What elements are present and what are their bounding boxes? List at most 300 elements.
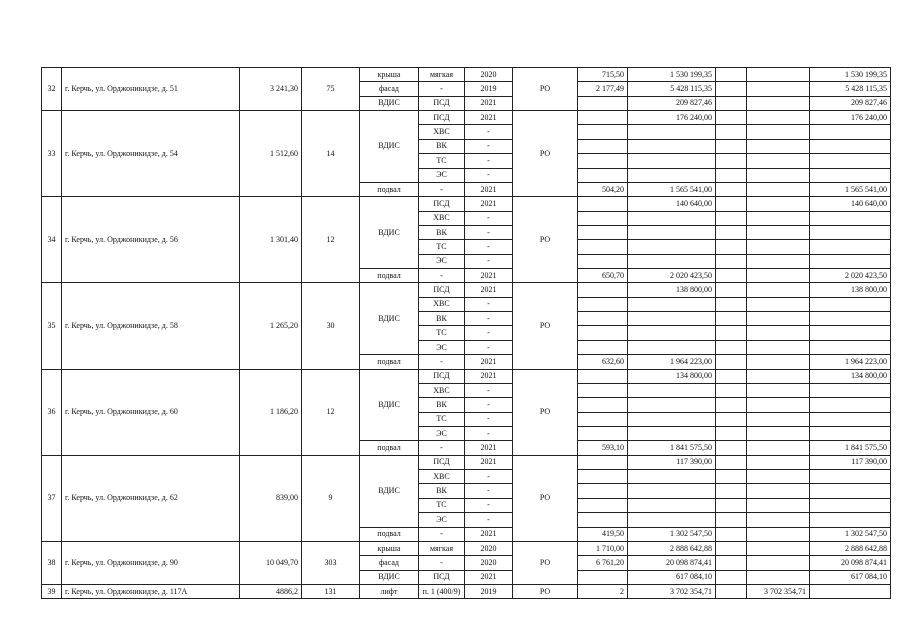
year-cell: - <box>465 470 513 484</box>
empty-cell <box>716 584 747 598</box>
cost-other-cell <box>747 225 810 239</box>
cost-total-cell <box>628 498 716 512</box>
address-cell: г. Керчь, ул. Орджоникидзе, д. 54 <box>62 111 240 197</box>
table-row <box>42 541 891 555</box>
cost-total-cell <box>628 154 716 168</box>
work-subtype-cell: - <box>419 182 465 196</box>
cost-other-cell <box>747 182 810 196</box>
empty-cell <box>716 355 747 369</box>
empty-cell <box>716 125 747 139</box>
table-row <box>42 68 891 82</box>
volume-cell <box>578 398 628 412</box>
cost-total-cell <box>628 340 716 354</box>
cost-fund-cell: 209 827,46 <box>810 96 891 110</box>
work-subtype-cell: ВК <box>419 484 465 498</box>
year-cell: 2021 <box>465 96 513 110</box>
volume-cell <box>578 498 628 512</box>
cost-total-cell: 20 098 874,41 <box>628 556 716 570</box>
empty-cell <box>716 197 747 211</box>
empty-cell <box>716 412 747 426</box>
table-row <box>42 369 891 383</box>
empty-cell <box>716 182 747 196</box>
address-cell: г. Керчь, ул. Орджоникидзе, д. 117А <box>62 584 240 598</box>
work-subtype-cell: мягкая <box>419 541 465 555</box>
empty-cell <box>716 240 747 254</box>
cost-other-cell <box>747 383 810 397</box>
year-cell: - <box>465 326 513 340</box>
table-row <box>42 584 891 598</box>
volume-cell <box>578 154 628 168</box>
volume-cell: 6 761,20 <box>578 556 628 570</box>
cost-fund-cell: 117 390,00 <box>810 455 891 469</box>
work-type-cell: ВДИС <box>360 455 419 527</box>
cost-fund-cell: 617 084,10 <box>810 570 891 584</box>
empty-cell <box>716 96 747 110</box>
work-subtype-cell: п. 1 (400/9) <box>419 584 465 598</box>
cost-total-cell <box>628 297 716 311</box>
volume-cell <box>578 254 628 268</box>
work-subtype-cell: - <box>419 82 465 96</box>
work-subtype-cell: ЭС <box>419 513 465 527</box>
empty-cell <box>716 340 747 354</box>
fund-cell: РО <box>513 369 578 455</box>
empty-cell <box>716 498 747 512</box>
cost-total-cell: 1 964 223,00 <box>628 355 716 369</box>
cost-total-cell: 1 565 541,00 <box>628 182 716 196</box>
cost-other-cell <box>747 312 810 326</box>
volume-cell <box>578 297 628 311</box>
volume-cell: 1 710,00 <box>578 541 628 555</box>
cost-other-cell <box>747 283 810 297</box>
cost-fund-cell: 2 020 423,50 <box>810 269 891 283</box>
cost-total-cell <box>628 312 716 326</box>
area-cell: 1 265,20 <box>240 283 302 369</box>
year-cell: 2019 <box>465 82 513 96</box>
empty-cell <box>716 383 747 397</box>
year-cell: - <box>465 125 513 139</box>
cost-total-cell <box>628 513 716 527</box>
cost-other-cell <box>747 527 810 541</box>
volume-cell <box>578 240 628 254</box>
cost-other-cell <box>747 556 810 570</box>
work-type-cell: ВДИС <box>360 197 419 269</box>
work-type-cell: подвал <box>360 269 419 283</box>
fund-cell: РО <box>513 283 578 369</box>
volume-cell: 650,70 <box>578 269 628 283</box>
empty-cell <box>716 111 747 125</box>
work-subtype-cell: ПСД <box>419 570 465 584</box>
year-cell: 2019 <box>465 584 513 598</box>
work-subtype-cell: ХВС <box>419 211 465 225</box>
area-cell: 4886,2 <box>240 584 302 598</box>
cost-other-cell <box>747 484 810 498</box>
cost-other-cell <box>747 470 810 484</box>
cost-total-cell: 617 084,10 <box>628 570 716 584</box>
work-type-cell: лифт <box>360 584 419 598</box>
work-subtype-cell: ЭС <box>419 340 465 354</box>
residents-cell: 303 <box>302 541 360 584</box>
cost-other-cell <box>747 513 810 527</box>
row-number: 33 <box>42 111 62 197</box>
cost-fund-cell <box>810 326 891 340</box>
work-subtype-cell: ЭС <box>419 168 465 182</box>
cost-total-cell <box>628 240 716 254</box>
fund-cell: РО <box>513 68 578 111</box>
work-subtype-cell: ТС <box>419 412 465 426</box>
year-cell: - <box>465 383 513 397</box>
empty-cell <box>716 312 747 326</box>
empty-cell <box>716 168 747 182</box>
residents-cell: 12 <box>302 369 360 455</box>
empty-cell <box>716 254 747 268</box>
year-cell: - <box>465 412 513 426</box>
work-subtype-cell: ХВС <box>419 297 465 311</box>
cost-total-cell: 1 841 575,50 <box>628 441 716 455</box>
volume-cell: 504,20 <box>578 182 628 196</box>
cost-other-cell <box>747 269 810 283</box>
empty-cell <box>716 326 747 340</box>
capital-repair-table <box>41 67 891 599</box>
cost-fund-cell <box>810 513 891 527</box>
cost-total-cell: 2 888 642,88 <box>628 541 716 555</box>
cost-total-cell: 140 640,00 <box>628 197 716 211</box>
volume-cell <box>578 383 628 397</box>
year-cell: 2021 <box>465 269 513 283</box>
cost-total-cell <box>628 470 716 484</box>
work-subtype-cell: ЭС <box>419 426 465 440</box>
cost-other-cell <box>747 570 810 584</box>
work-type-cell: ВДИС <box>360 96 419 110</box>
cost-other-cell <box>747 254 810 268</box>
cost-total-cell: 3 702 354,71 <box>628 584 716 598</box>
cost-fund-cell <box>810 125 891 139</box>
address-cell: г. Керчь, ул. Орджоникидзе, д. 56 <box>62 197 240 283</box>
work-type-cell: подвал <box>360 527 419 541</box>
row-number: 35 <box>42 283 62 369</box>
volume-cell <box>578 412 628 426</box>
cost-total-cell: 209 827,46 <box>628 96 716 110</box>
cost-other-cell: 3 702 354,71 <box>747 584 810 598</box>
cost-total-cell <box>628 484 716 498</box>
cost-fund-cell: 138 800,00 <box>810 283 891 297</box>
work-subtype-cell: ЭС <box>419 254 465 268</box>
empty-cell <box>716 455 747 469</box>
cost-other-cell <box>747 369 810 383</box>
cost-fund-cell <box>810 426 891 440</box>
row-number: 38 <box>42 541 62 584</box>
cost-fund-cell: 1 302 547,50 <box>810 527 891 541</box>
address-cell: г. Керчь, ул. Орджоникидзе, д. 90 <box>62 541 240 584</box>
cost-fund-cell: 5 428 115,35 <box>810 82 891 96</box>
year-cell: - <box>465 312 513 326</box>
volume-cell <box>578 197 628 211</box>
work-subtype-cell: ВК <box>419 398 465 412</box>
year-cell: 2020 <box>465 68 513 82</box>
cost-fund-cell <box>810 211 891 225</box>
cost-total-cell <box>628 326 716 340</box>
residents-cell: 12 <box>302 197 360 283</box>
work-subtype-cell: ТС <box>419 154 465 168</box>
work-subtype-cell: ТС <box>419 326 465 340</box>
work-subtype-cell: ПСД <box>419 96 465 110</box>
cost-fund-cell: 1 530 199,35 <box>810 68 891 82</box>
cost-total-cell <box>628 426 716 440</box>
work-subtype-cell: - <box>419 441 465 455</box>
volume-cell: 715,50 <box>578 68 628 82</box>
work-subtype-cell: ВК <box>419 225 465 239</box>
cost-other-cell <box>747 340 810 354</box>
cost-total-cell <box>628 398 716 412</box>
volume-cell <box>578 484 628 498</box>
year-cell: - <box>465 240 513 254</box>
empty-cell <box>716 225 747 239</box>
year-cell: - <box>465 168 513 182</box>
fund-cell: РО <box>513 541 578 584</box>
cost-fund-cell: 1 964 223,00 <box>810 355 891 369</box>
cost-other-cell <box>747 455 810 469</box>
volume-cell <box>578 326 628 340</box>
area-cell: 1 186,20 <box>240 369 302 455</box>
work-type-cell: подвал <box>360 441 419 455</box>
work-type-cell: ВДИС <box>360 283 419 355</box>
row-number: 32 <box>42 68 62 111</box>
cost-other-cell <box>747 68 810 82</box>
cost-other-cell <box>747 168 810 182</box>
work-subtype-cell: ПСД <box>419 455 465 469</box>
work-subtype-cell: - <box>419 269 465 283</box>
cost-other-cell <box>747 498 810 512</box>
work-subtype-cell: ПСД <box>419 197 465 211</box>
row-number: 37 <box>42 455 62 541</box>
volume-cell <box>578 168 628 182</box>
year-cell: - <box>465 513 513 527</box>
cost-fund-cell: 140 640,00 <box>810 197 891 211</box>
year-cell: 2021 <box>465 441 513 455</box>
volume-cell <box>578 96 628 110</box>
cost-fund-cell <box>810 168 891 182</box>
work-type-cell: подвал <box>360 182 419 196</box>
cost-total-cell: 117 390,00 <box>628 455 716 469</box>
work-type-cell: ВДИС <box>360 369 419 441</box>
fund-cell: РО <box>513 111 578 197</box>
empty-cell <box>716 139 747 153</box>
residents-cell: 75 <box>302 68 360 111</box>
cost-fund-cell: 1 841 575,50 <box>810 441 891 455</box>
cost-other-cell <box>747 197 810 211</box>
work-subtype-cell: ТС <box>419 498 465 512</box>
cost-fund-cell <box>810 312 891 326</box>
cost-fund-cell <box>810 383 891 397</box>
cost-other-cell <box>747 412 810 426</box>
empty-cell <box>716 211 747 225</box>
table-row <box>42 197 891 211</box>
work-subtype-cell: - <box>419 556 465 570</box>
volume-cell <box>578 111 628 125</box>
cost-other-cell <box>747 326 810 340</box>
year-cell: - <box>465 154 513 168</box>
work-subtype-cell: ПСД <box>419 369 465 383</box>
year-cell: - <box>465 297 513 311</box>
empty-cell <box>716 513 747 527</box>
work-subtype-cell: ВК <box>419 312 465 326</box>
cost-fund-cell <box>810 154 891 168</box>
cost-total-cell: 138 800,00 <box>628 283 716 297</box>
residents-cell: 30 <box>302 283 360 369</box>
empty-cell <box>716 527 747 541</box>
cost-fund-cell <box>810 254 891 268</box>
cost-other-cell <box>747 426 810 440</box>
cost-other-cell <box>747 441 810 455</box>
cost-total-cell <box>628 211 716 225</box>
volume-cell: 593,10 <box>578 441 628 455</box>
work-type-cell: крыша <box>360 541 419 555</box>
work-subtype-cell: - <box>419 355 465 369</box>
empty-cell <box>716 82 747 96</box>
cost-fund-cell: 2 888 642,88 <box>810 541 891 555</box>
cost-total-cell <box>628 383 716 397</box>
empty-cell <box>716 556 747 570</box>
cost-total-cell: 5 428 115,35 <box>628 82 716 96</box>
year-cell: 2021 <box>465 283 513 297</box>
cost-other-cell <box>747 96 810 110</box>
empty-cell <box>716 283 747 297</box>
fund-cell: РО <box>513 197 578 283</box>
empty-cell <box>716 484 747 498</box>
cost-fund-cell <box>810 484 891 498</box>
cost-total-cell: 1 530 199,35 <box>628 68 716 82</box>
volume-cell <box>578 125 628 139</box>
row-number: 39 <box>42 584 62 598</box>
year-cell: 2021 <box>465 455 513 469</box>
year-cell: - <box>465 340 513 354</box>
year-cell: - <box>465 139 513 153</box>
cost-fund-cell: 134 800,00 <box>810 369 891 383</box>
address-cell: г. Керчь, ул. Орджоникидзе, д. 58 <box>62 283 240 369</box>
volume-cell <box>578 369 628 383</box>
volume-cell <box>578 283 628 297</box>
cost-total-cell <box>628 254 716 268</box>
work-subtype-cell: ПСД <box>419 283 465 297</box>
row-number: 36 <box>42 369 62 455</box>
cost-total-cell <box>628 225 716 239</box>
year-cell: - <box>465 254 513 268</box>
cost-other-cell <box>747 154 810 168</box>
cost-other-cell <box>747 398 810 412</box>
cost-other-cell <box>747 111 810 125</box>
cost-other-cell <box>747 211 810 225</box>
cost-fund-cell <box>810 139 891 153</box>
area-cell: 1 301,40 <box>240 197 302 283</box>
work-subtype-cell: ВК <box>419 139 465 153</box>
table-row <box>42 111 891 125</box>
volume-cell <box>578 225 628 239</box>
year-cell: 2021 <box>465 111 513 125</box>
residents-cell: 9 <box>302 455 360 541</box>
work-type-cell: подвал <box>360 355 419 369</box>
cost-fund-cell <box>810 412 891 426</box>
year-cell: 2021 <box>465 355 513 369</box>
volume-cell: 2 177,49 <box>578 82 628 96</box>
year-cell: 2021 <box>465 369 513 383</box>
address-cell: г. Керчь, ул. Орджоникидзе, д. 62 <box>62 455 240 541</box>
empty-cell <box>716 369 747 383</box>
work-type-cell: фасад <box>360 82 419 96</box>
empty-cell <box>716 426 747 440</box>
table-row <box>42 283 891 297</box>
empty-cell <box>716 470 747 484</box>
empty-cell <box>716 68 747 82</box>
cost-total-cell <box>628 168 716 182</box>
work-subtype-cell: мягкая <box>419 68 465 82</box>
table-row <box>42 455 891 469</box>
empty-cell <box>716 154 747 168</box>
year-cell: - <box>465 426 513 440</box>
year-cell: 2021 <box>465 197 513 211</box>
area-cell: 839,00 <box>240 455 302 541</box>
work-subtype-cell: ХВС <box>419 383 465 397</box>
cost-total-cell <box>628 412 716 426</box>
empty-cell <box>716 297 747 311</box>
row-number: 34 <box>42 197 62 283</box>
cost-other-cell <box>747 297 810 311</box>
work-subtype-cell: ХВС <box>419 125 465 139</box>
volume-cell <box>578 139 628 153</box>
volume-cell <box>578 513 628 527</box>
area-cell: 1 512,60 <box>240 111 302 197</box>
cost-other-cell <box>747 240 810 254</box>
cost-total-cell: 1 302 547,50 <box>628 527 716 541</box>
year-cell: - <box>465 225 513 239</box>
cost-fund-cell <box>810 470 891 484</box>
cost-fund-cell <box>810 225 891 239</box>
area-cell: 10 049,70 <box>240 541 302 584</box>
year-cell: - <box>465 211 513 225</box>
cost-total-cell: 134 800,00 <box>628 369 716 383</box>
fund-cell: РО <box>513 455 578 541</box>
work-subtype-cell: ТС <box>419 240 465 254</box>
fund-cell: РО <box>513 584 578 598</box>
year-cell: - <box>465 498 513 512</box>
cost-fund-cell <box>810 498 891 512</box>
volume-cell: 2 <box>578 584 628 598</box>
cost-fund-cell <box>810 584 891 598</box>
cost-other-cell <box>747 355 810 369</box>
cost-other-cell <box>747 541 810 555</box>
cost-total-cell: 176 240,00 <box>628 111 716 125</box>
cost-fund-cell <box>810 297 891 311</box>
empty-cell <box>716 570 747 584</box>
cost-other-cell <box>747 139 810 153</box>
work-type-cell: ВДИС <box>360 111 419 183</box>
volume-cell <box>578 340 628 354</box>
cost-fund-cell: 1 565 541,00 <box>810 182 891 196</box>
empty-cell <box>716 269 747 283</box>
volume-cell <box>578 570 628 584</box>
work-type-cell: крыша <box>360 68 419 82</box>
volume-cell <box>578 470 628 484</box>
year-cell: - <box>465 484 513 498</box>
year-cell: - <box>465 398 513 412</box>
cost-fund-cell: 176 240,00 <box>810 111 891 125</box>
cost-total-cell <box>628 139 716 153</box>
residents-cell: 14 <box>302 111 360 197</box>
empty-cell <box>716 398 747 412</box>
volume-cell: 632,60 <box>578 355 628 369</box>
volume-cell <box>578 426 628 440</box>
area-cell: 3 241,30 <box>240 68 302 111</box>
address-cell: г. Керчь, ул. Орджоникидзе, д. 60 <box>62 369 240 455</box>
cost-other-cell <box>747 125 810 139</box>
